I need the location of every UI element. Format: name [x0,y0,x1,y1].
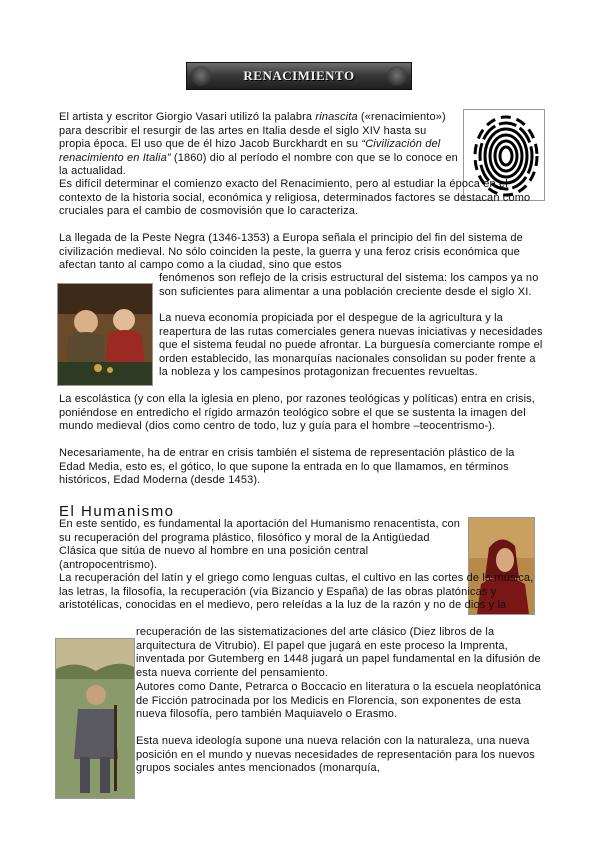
intro-paragraph-4: La nueva economía propiciada por el despegue de la agricultura y la reapertura de las rutas comerciales genera nuevas iniciativas y necesidades que el sistema feudal no puede afrontar. La burguesía comerciante rompe el orden establecido, las monarquías nacionales consolidan su poder frente a la nobleza y los campesinos protagonizan frecuentes revueltas. [159,312,543,378]
intro-paragraph-3b: fenómenos son reflejo de la crisis estructural del sistema: los campos ya no son suficientes para alimentar a una población creciente desde el siglo XI. [159,272,539,298]
knight-painting [55,638,135,799]
humanismo-paragraph-3: Autores como Dante, Petrarca o Boccacio en literatura o la escuela neoplatónica de Ficción patrocinada por los Medicis en Florencia, son exponentes de esta nueva filosofía, pero también Maquiavelo o Erasmo. [136,681,542,720]
humanismo-paragraph-4: Esta nueva ideología supone una nueva relación con la naturaleza, una nueva posición en el mundo y nuevas necesidades de representación para los nuevos grupos sociales antes mencionados (monarquía, [136,735,535,774]
intro-paragraph-1: El artista y escritor Giorgio Vasari utilizó la palabra rinascita («renacimiento») para describir el resurgir de las artes en Italia desde el siglo XIV hasta su propia época. El uso que de él hizo Jacob Burckhardt en su “Civilización del renacimiento en Italia” (1860) dio al período el nombre con que se lo conoce en la actualidad. [59,111,458,177]
page-title: RENACIMIENTO [243,68,355,83]
title-banner [186,62,412,90]
intro-paragraph-2: Es difícil determinar el comienzo exacto del Renacimiento, pero al estudiar la época en el contexto de la historia social, económica y religiosa, determinados factores se destacan como cruciales para el cambio de cosmovisión que lo caracteriza. [59,178,531,217]
humanismo-paragraph-2b: recuperación de las sistematizaciones del arte clásico (Diez libros de la arquitectura de Vitrubio). El papel que jugará en este proceso la Imprenta, inventada por Gutemberg en 1448 jugará un papel fundamental en la difusión de esta nueva corriente del pensamiento. [136,626,541,679]
humanismo-paragraph-1: En este sentido, es fundamental la aportación del Humanismo renacentista, con su recuperación del programa plástico, filosófico y moral de la Antigüedad Clásica que sitúa de nuevo al hombre en una posición central (antropocentrismo). [59,518,461,571]
intro-paragraph-6: Necesariamente, ha de entrar en crisis también el sistema de representación plástico de la Edad Media, esto es, el gótico, lo que supone la entrada en lo que llamamos, en términos históricos, Edad Moderna (desde 1453). [59,447,515,486]
money-changer-painting [57,283,153,386]
intro-paragraph-3a: La llegada de la Peste Negra (1346-1353) a Europa señala el principio del fin del sistema de civilización medieval. No sólo coinciden la peste, la guerra y una feroz crisis económica que afectan tanto al campo como a la ciudad, sino que estos [59,232,523,271]
humanismo-paragraph-2a: La recuperación del latín y el griego como lenguas cultas, el cultivo en las cortes de la música, las letras, la filosofía, la recuperación (vía Bizancio y España) de las obras platónicas y aristotélicas, conocidas en el medievo, pero releídas a la luz de la razón y no de dios y la [59,572,534,611]
banner-ornament-left [191,66,211,86]
section-heading-humanismo: El Humanismo [59,503,175,520]
banner-ornament-right [387,66,407,86]
intro-paragraph-5: La escolástica (y con ella la iglesia en pleno, por razones teológicas y políticas) entra en crisis, poniéndose en entredicho el rígido armazón teológico sobre el que se sustenta la imagen del mundo medieval (dios como centro de todo, luz y guía para el hombre –teocentrismo-). [59,393,536,432]
